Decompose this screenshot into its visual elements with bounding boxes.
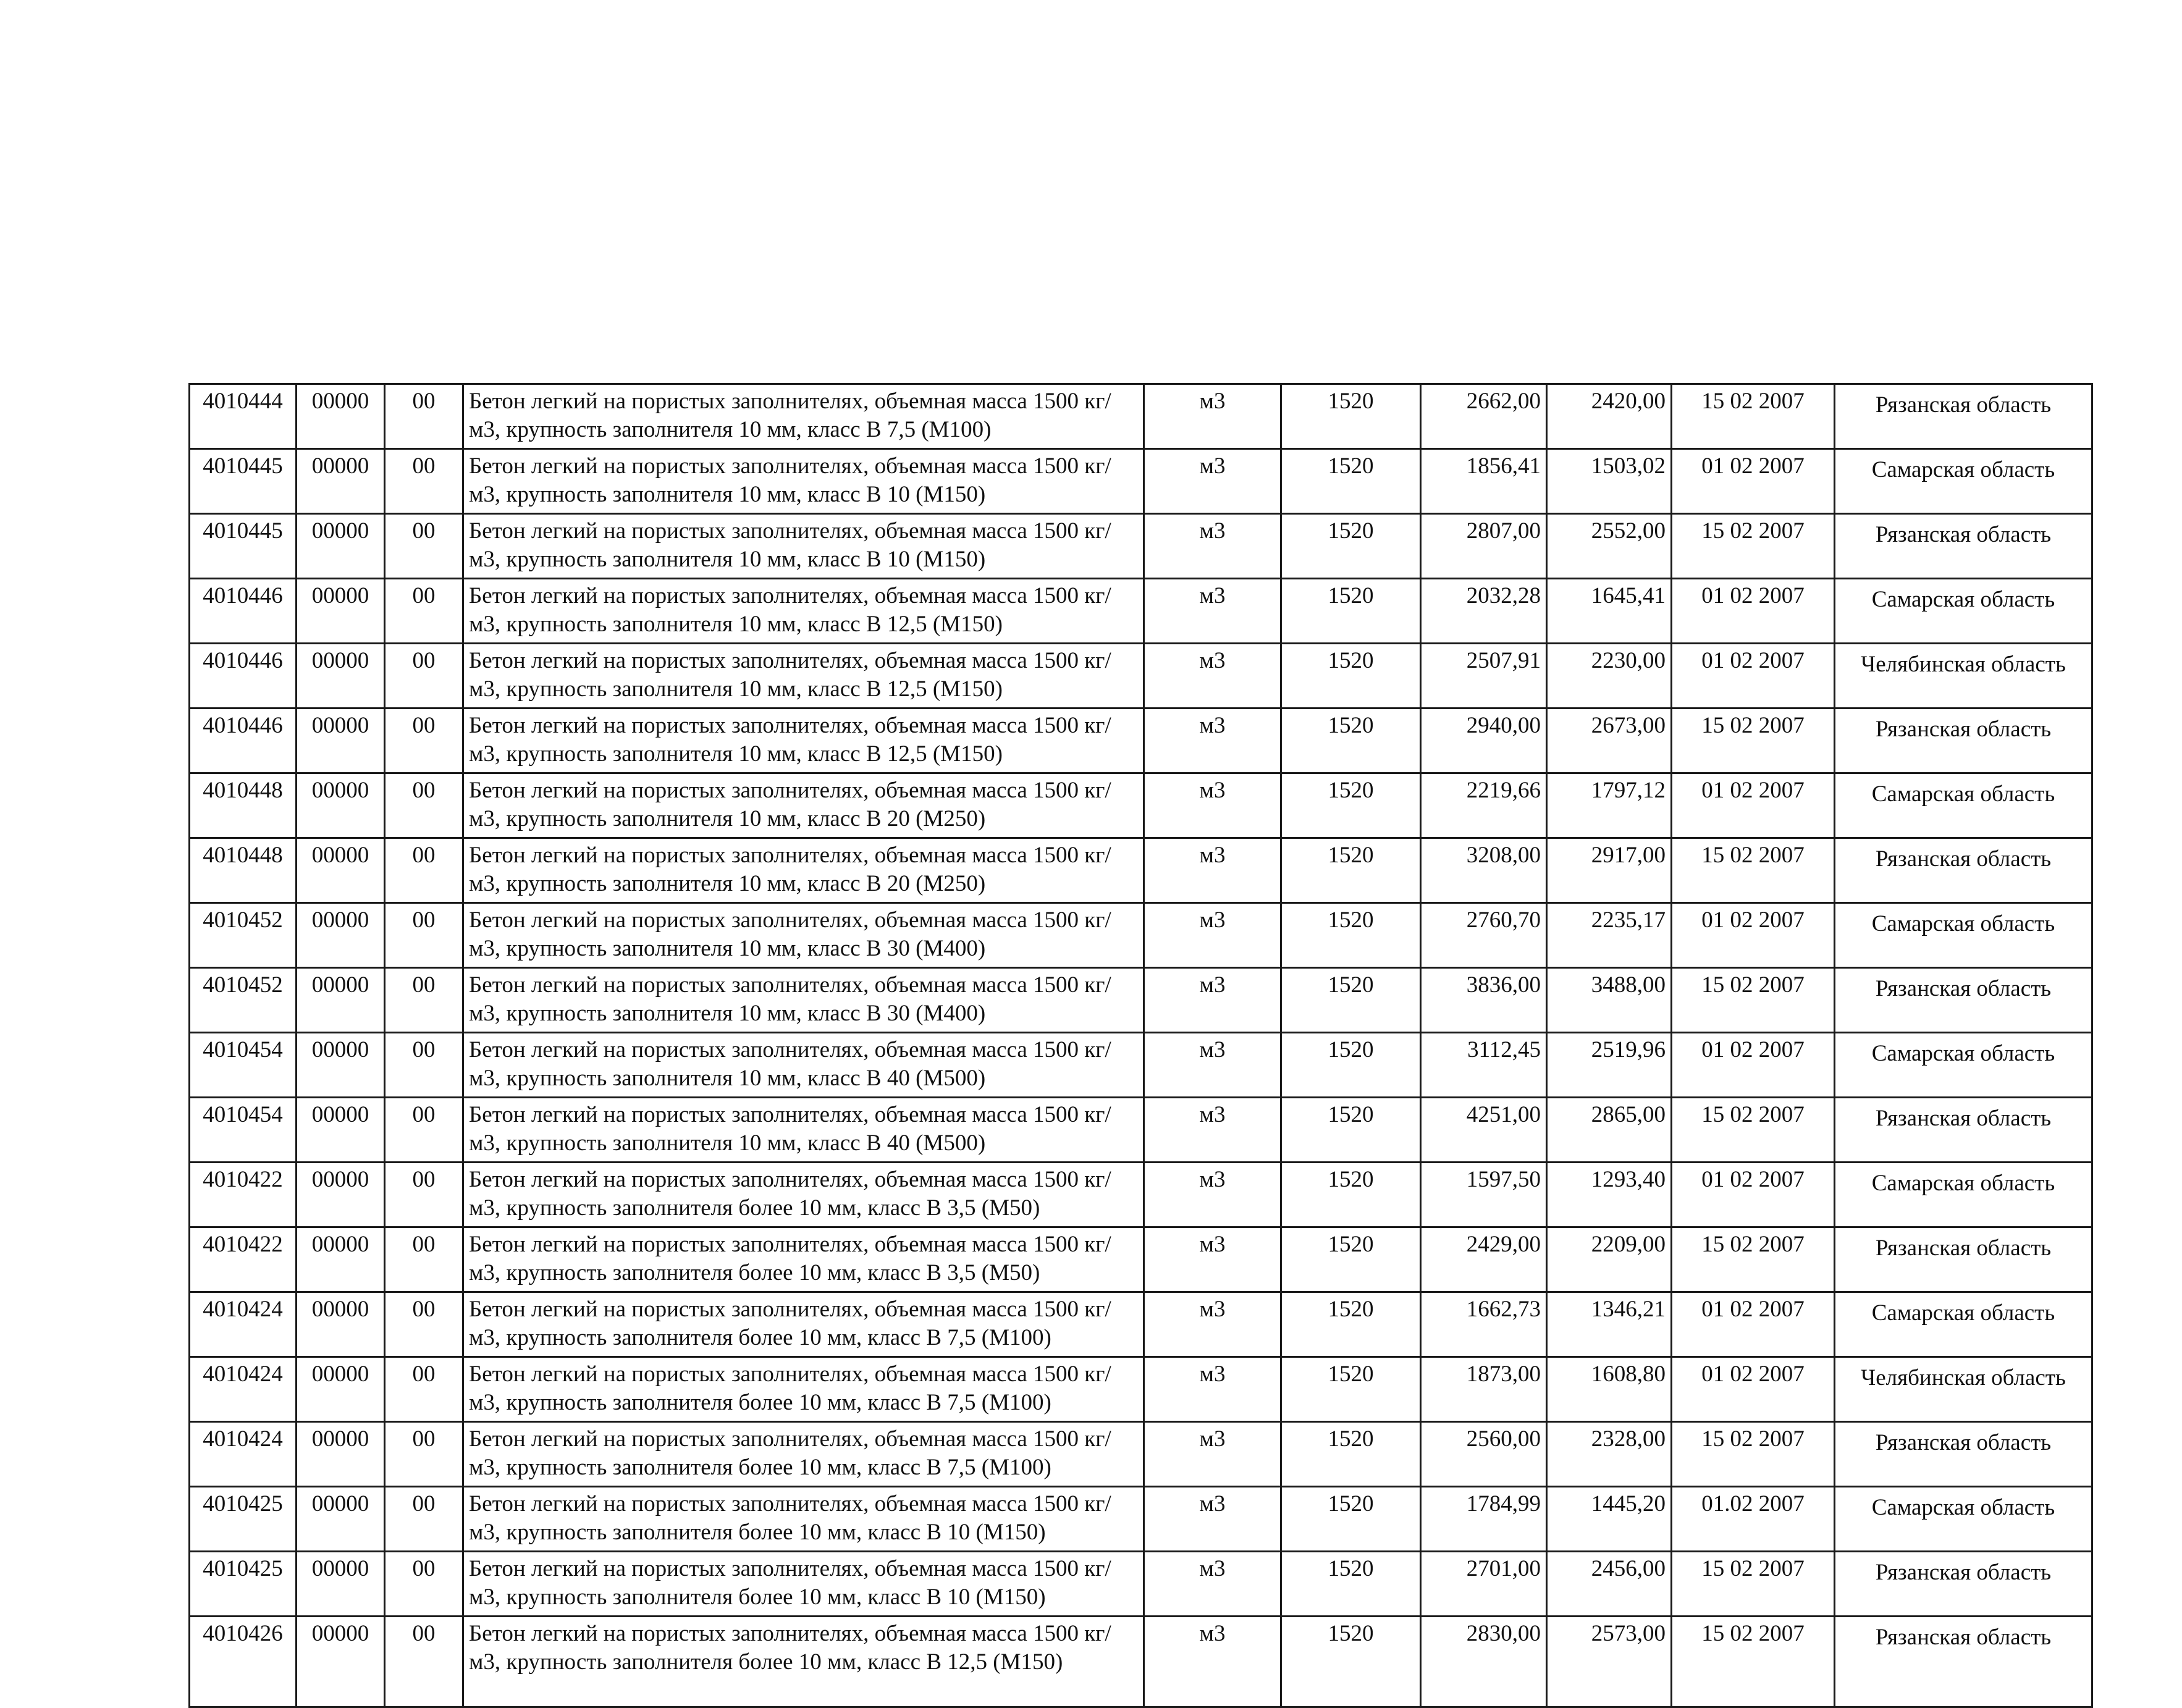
row-subcode: 00000 (297, 709, 385, 773)
table-row (190, 773, 2092, 838)
row-description: Бетон легкий на пористых заполнителях, объемная масса 1500 кг/м3, крупность заполнителя более 10 мм, класс В 12,5 (М150) (463, 1617, 1144, 1707)
row-region: Рязанская область (1835, 1552, 2092, 1617)
row-price-2: 1445,20 (1547, 1487, 1672, 1552)
row-subcode-2: 00 (385, 449, 463, 514)
row-price-1: 3112,45 (1421, 1033, 1547, 1098)
row-price-2: 2456,00 (1547, 1552, 1672, 1617)
row-number: 1520 (1281, 1163, 1421, 1227)
row-code: 4010448 (190, 838, 297, 903)
row-region: Челябинская область (1835, 1357, 2092, 1422)
row-region: Рязанская область (1835, 514, 2092, 579)
row-price-1: 3836,00 (1421, 968, 1547, 1033)
row-description: Бетон легкий на пористых заполнителях, объемная масса 1500 кг/м3, крупность заполнителя более 10 мм, класс В 10 (М150) (463, 1487, 1144, 1552)
row-subcode-2: 00 (385, 1033, 463, 1098)
row-description: Бетон легкий на пористых заполнителях, объемная масса 1500 кг/м3, крупность заполнителя 10 мм, класс В 10 (М150) (463, 449, 1144, 514)
row-subcode-2: 00 (385, 1617, 463, 1707)
row-unit: м3 (1144, 1227, 1281, 1292)
row-price-2: 1608,80 (1547, 1357, 1672, 1422)
row-code: 4010425 (190, 1487, 297, 1552)
row-price-1: 2701,00 (1421, 1552, 1547, 1617)
row-unit: м3 (1144, 1098, 1281, 1163)
table-row (190, 449, 2092, 514)
row-description: Бетон легкий на пористых заполнителях, объемная масса 1500 кг/м3, крупность заполнителя 10 мм, класс В 30 (М400) (463, 903, 1144, 968)
row-unit: м3 (1144, 903, 1281, 968)
row-unit: м3 (1144, 514, 1281, 579)
row-number: 1520 (1281, 1098, 1421, 1163)
row-price-2: 2865,00 (1547, 1098, 1672, 1163)
row-subcode-2: 00 (385, 1422, 463, 1487)
row-description: Бетон легкий на пористых заполнителях, объемная масса 1500 кг/м3, крупность заполнителя более 10 мм, класс В 7,5 (М100) (463, 1422, 1144, 1487)
row-region: Челябинская область (1835, 644, 2092, 709)
row-date: 01 02 2007 (1672, 903, 1835, 968)
row-price-2: 2519,96 (1547, 1033, 1672, 1098)
row-region: Рязанская область (1835, 1422, 2092, 1487)
row-date: 15 02 2007 (1672, 1552, 1835, 1617)
table-row (190, 968, 2092, 1033)
row-region: Самарская область (1835, 1487, 2092, 1552)
row-description: Бетон легкий на пористых заполнителях, объемная масса 1500 кг/м3, крупность заполнителя 10 мм, класс В 40 (М500) (463, 1033, 1144, 1098)
row-subcode: 00000 (297, 644, 385, 709)
row-subcode: 00000 (297, 579, 385, 644)
row-number: 1520 (1281, 709, 1421, 773)
row-date: 01 02 2007 (1672, 1163, 1835, 1227)
row-number: 1520 (1281, 1487, 1421, 1552)
row-subcode: 00000 (297, 1357, 385, 1422)
table-body (190, 384, 2092, 1707)
row-price-1: 1856,41 (1421, 449, 1547, 514)
row-number: 1520 (1281, 1033, 1421, 1098)
row-number: 1520 (1281, 579, 1421, 644)
row-region: Рязанская область (1835, 968, 2092, 1033)
table-row (190, 1552, 2092, 1617)
table-row (190, 838, 2092, 903)
table-row (190, 1292, 2092, 1357)
table-row (190, 1227, 2092, 1292)
row-price-1: 2219,66 (1421, 773, 1547, 838)
row-subcode: 00000 (297, 1422, 385, 1487)
row-unit: м3 (1144, 1357, 1281, 1422)
row-subcode-2: 00 (385, 1227, 463, 1292)
row-price-2: 1503,02 (1547, 449, 1672, 514)
row-description: Бетон легкий на пористых заполнителях, объемная масса 1500 кг/м3, крупность заполнителя более 10 мм, класс В 10 (М150) (463, 1552, 1144, 1617)
row-region: Самарская область (1835, 1163, 2092, 1227)
table-row (190, 903, 2092, 968)
row-price-2: 1346,21 (1547, 1292, 1672, 1357)
row-description: Бетон легкий на пористых заполнителях, объемная масса 1500 кг/м3, крупность заполнителя 10 мм, класс В 30 (М400) (463, 968, 1144, 1033)
row-description: Бетон легкий на пористых заполнителях, объемная масса 1500 кг/м3, крупность заполнителя более 10 мм, класс В 3,5 (М50) (463, 1163, 1144, 1227)
row-unit: м3 (1144, 1617, 1281, 1707)
row-subcode: 00000 (297, 1033, 385, 1098)
row-region: Рязанская область (1835, 838, 2092, 903)
row-number: 1520 (1281, 644, 1421, 709)
row-description: Бетон легкий на пористых заполнителях, объемная масса 1500 кг/м3, крупность заполнителя 10 мм, класс В 12,5 (М150) (463, 644, 1144, 709)
row-unit: м3 (1144, 1552, 1281, 1617)
row-code: 4010424 (190, 1422, 297, 1487)
row-code: 4010422 (190, 1227, 297, 1292)
row-price-2: 1797,12 (1547, 773, 1672, 838)
row-description: Бетон легкий на пористых заполнителях, объемная масса 1500 кг/м3, крупность заполнителя более 10 мм, класс В 3,5 (М50) (463, 1227, 1144, 1292)
row-unit: м3 (1144, 773, 1281, 838)
row-price-1: 2807,00 (1421, 514, 1547, 579)
row-date: 15 02 2007 (1672, 1422, 1835, 1487)
row-date: 15 02 2007 (1672, 968, 1835, 1033)
row-date: 15 02 2007 (1672, 1098, 1835, 1163)
row-date: 15 02 2007 (1672, 514, 1835, 579)
row-number: 1520 (1281, 1357, 1421, 1422)
table-row (190, 709, 2092, 773)
row-subcode: 00000 (297, 1617, 385, 1707)
row-region: Самарская область (1835, 1033, 2092, 1098)
table-row (190, 1422, 2092, 1487)
row-subcode: 00000 (297, 903, 385, 968)
row-code: 4010426 (190, 1617, 297, 1707)
row-number: 1520 (1281, 1227, 1421, 1292)
row-price-2: 2673,00 (1547, 709, 1672, 773)
row-region: Самарская область (1835, 903, 2092, 968)
row-price-2: 2552,00 (1547, 514, 1672, 579)
row-code: 4010452 (190, 903, 297, 968)
row-subcode: 00000 (297, 1487, 385, 1552)
row-code: 4010425 (190, 1552, 297, 1617)
row-price-1: 2830,00 (1421, 1617, 1547, 1707)
table-row (190, 1098, 2092, 1163)
row-region: Рязанская область (1835, 384, 2092, 449)
row-code: 4010446 (190, 644, 297, 709)
row-unit: м3 (1144, 449, 1281, 514)
row-date: 01 02 2007 (1672, 773, 1835, 838)
row-unit: м3 (1144, 644, 1281, 709)
row-price-2: 2328,00 (1547, 1422, 1672, 1487)
row-code: 4010422 (190, 1163, 297, 1227)
row-subcode-2: 00 (385, 968, 463, 1033)
row-date: 15 02 2007 (1672, 1227, 1835, 1292)
row-subcode-2: 00 (385, 1487, 463, 1552)
table-row (190, 1033, 2092, 1098)
row-region: Рязанская область (1835, 1227, 2092, 1292)
table-row (190, 384, 2092, 449)
row-price-2: 3488,00 (1547, 968, 1672, 1033)
row-date: 01 02 2007 (1672, 644, 1835, 709)
row-description: Бетон легкий на пористых заполнителях, объемная масса 1500 кг/м3, крупность заполнителя 10 мм, класс В 10 (М150) (463, 514, 1144, 579)
table-row (190, 1487, 2092, 1552)
price-table (188, 383, 2093, 1708)
row-unit: м3 (1144, 384, 1281, 449)
row-code: 4010446 (190, 709, 297, 773)
table-row (190, 1357, 2092, 1422)
row-subcode-2: 00 (385, 903, 463, 968)
row-date: 15 02 2007 (1672, 1617, 1835, 1707)
row-number: 1520 (1281, 968, 1421, 1033)
table-row (190, 579, 2092, 644)
row-date: 01.02 2007 (1672, 1487, 1835, 1552)
row-code: 4010454 (190, 1033, 297, 1098)
row-region: Самарская область (1835, 449, 2092, 514)
row-region: Самарская область (1835, 579, 2092, 644)
row-price-1: 4251,00 (1421, 1098, 1547, 1163)
row-price-1: 2429,00 (1421, 1227, 1547, 1292)
row-code: 4010446 (190, 579, 297, 644)
row-number: 1520 (1281, 1422, 1421, 1487)
row-price-2: 1645,41 (1547, 579, 1672, 644)
row-code: 4010444 (190, 384, 297, 449)
row-region: Рязанская область (1835, 709, 2092, 773)
row-subcode-2: 00 (385, 579, 463, 644)
row-price-1: 2940,00 (1421, 709, 1547, 773)
row-subcode: 00000 (297, 1227, 385, 1292)
row-subcode-2: 00 (385, 838, 463, 903)
row-region: Самарская область (1835, 1292, 2092, 1357)
row-description: Бетон легкий на пористых заполнителях, объемная масса 1500 кг/м3, крупность заполнителя 10 мм, класс В 20 (М250) (463, 773, 1144, 838)
row-price-2: 2230,00 (1547, 644, 1672, 709)
row-unit: м3 (1144, 968, 1281, 1033)
row-price-2: 2917,00 (1547, 838, 1672, 903)
row-subcode-2: 00 (385, 644, 463, 709)
row-code: 4010445 (190, 514, 297, 579)
row-number: 1520 (1281, 1617, 1421, 1707)
row-region: Рязанская область (1835, 1098, 2092, 1163)
row-unit: м3 (1144, 1487, 1281, 1552)
table-row (190, 644, 2092, 709)
row-price-2: 1293,40 (1547, 1163, 1672, 1227)
row-number: 1520 (1281, 1552, 1421, 1617)
row-number: 1520 (1281, 1292, 1421, 1357)
row-date: 15 02 2007 (1672, 709, 1835, 773)
row-date: 01 02 2007 (1672, 1357, 1835, 1422)
row-price-1: 2662,00 (1421, 384, 1547, 449)
row-subcode: 00000 (297, 773, 385, 838)
row-price-1: 1784,99 (1421, 1487, 1547, 1552)
row-subcode-2: 00 (385, 1292, 463, 1357)
row-description: Бетон легкий на пористых заполнителях, объемная масса 1500 кг/м3, крупность заполнителя 10 мм, класс В 12,5 (М150) (463, 709, 1144, 773)
row-subcode: 00000 (297, 1552, 385, 1617)
row-description: Бетон легкий на пористых заполнителях, объемная масса 1500 кг/м3, крупность заполнителя более 10 мм, класс В 7,5 (М100) (463, 1357, 1144, 1422)
row-number: 1520 (1281, 514, 1421, 579)
row-subcode-2: 00 (385, 384, 463, 449)
row-date: 01 02 2007 (1672, 449, 1835, 514)
row-description: Бетон легкий на пористых заполнителях, объемная масса 1500 кг/м3, крупность заполнителя 10 мм, класс В 7,5 (М100) (463, 384, 1144, 449)
row-code: 4010424 (190, 1292, 297, 1357)
row-unit: м3 (1144, 579, 1281, 644)
row-subcode: 00000 (297, 1292, 385, 1357)
row-subcode-2: 00 (385, 773, 463, 838)
row-unit: м3 (1144, 1163, 1281, 1227)
table-row (190, 1163, 2092, 1227)
row-subcode-2: 00 (385, 1357, 463, 1422)
row-price-2: 2209,00 (1547, 1227, 1672, 1292)
row-subcode: 00000 (297, 838, 385, 903)
row-description: Бетон легкий на пористых заполнителях, объемная масса 1500 кг/м3, крупность заполнителя 10 мм, класс В 40 (М500) (463, 1098, 1144, 1163)
row-price-1: 1597,50 (1421, 1163, 1547, 1227)
row-price-2: 2235,17 (1547, 903, 1672, 968)
row-price-2: 2573,00 (1547, 1617, 1672, 1707)
row-unit: м3 (1144, 709, 1281, 773)
row-number: 1520 (1281, 384, 1421, 449)
row-description: Бетон легкий на пористых заполнителях, объемная масса 1500 кг/м3, крупность заполнителя 10 мм, класс В 12,5 (М150) (463, 579, 1144, 644)
row-description: Бетон легкий на пористых заполнителях, объемная масса 1500 кг/м3, крупность заполнителя более 10 мм, класс В 7,5 (М100) (463, 1292, 1144, 1357)
row-price-1: 1662,73 (1421, 1292, 1547, 1357)
row-subcode-2: 00 (385, 1163, 463, 1227)
row-description: Бетон легкий на пористых заполнителях, объемная масса 1500 кг/м3, крупность заполнителя 10 мм, класс В 20 (М250) (463, 838, 1144, 903)
row-subcode: 00000 (297, 514, 385, 579)
row-number: 1520 (1281, 773, 1421, 838)
row-unit: м3 (1144, 1033, 1281, 1098)
row-code: 4010424 (190, 1357, 297, 1422)
row-date: 15 02 2007 (1672, 838, 1835, 903)
row-subcode: 00000 (297, 1163, 385, 1227)
row-date: 01 02 2007 (1672, 1033, 1835, 1098)
row-price-1: 2760,70 (1421, 903, 1547, 968)
row-code: 4010454 (190, 1098, 297, 1163)
row-date: 01 02 2007 (1672, 1292, 1835, 1357)
row-subcode: 00000 (297, 384, 385, 449)
row-subcode: 00000 (297, 449, 385, 514)
row-price-1: 2560,00 (1421, 1422, 1547, 1487)
row-subcode-2: 00 (385, 1552, 463, 1617)
row-region: Самарская область (1835, 773, 2092, 838)
row-code: 4010445 (190, 449, 297, 514)
row-number: 1520 (1281, 449, 1421, 514)
table-row (190, 514, 2092, 579)
row-subcode-2: 00 (385, 709, 463, 773)
row-subcode-2: 00 (385, 1098, 463, 1163)
row-date: 15 02 2007 (1672, 384, 1835, 449)
row-price-2: 2420,00 (1547, 384, 1672, 449)
row-unit: м3 (1144, 1422, 1281, 1487)
table-row (190, 1617, 2092, 1707)
row-date: 01 02 2007 (1672, 579, 1835, 644)
row-subcode: 00000 (297, 1098, 385, 1163)
row-unit: м3 (1144, 1292, 1281, 1357)
row-subcode: 00000 (297, 968, 385, 1033)
row-subcode-2: 00 (385, 514, 463, 579)
row-code: 4010452 (190, 968, 297, 1033)
row-price-1: 2507,91 (1421, 644, 1547, 709)
row-region: Рязанская область (1835, 1617, 2092, 1707)
row-number: 1520 (1281, 838, 1421, 903)
row-price-1: 1873,00 (1421, 1357, 1547, 1422)
row-unit: м3 (1144, 838, 1281, 903)
row-price-1: 2032,28 (1421, 579, 1547, 644)
row-price-1: 3208,00 (1421, 838, 1547, 903)
row-number: 1520 (1281, 903, 1421, 968)
row-code: 4010448 (190, 773, 297, 838)
